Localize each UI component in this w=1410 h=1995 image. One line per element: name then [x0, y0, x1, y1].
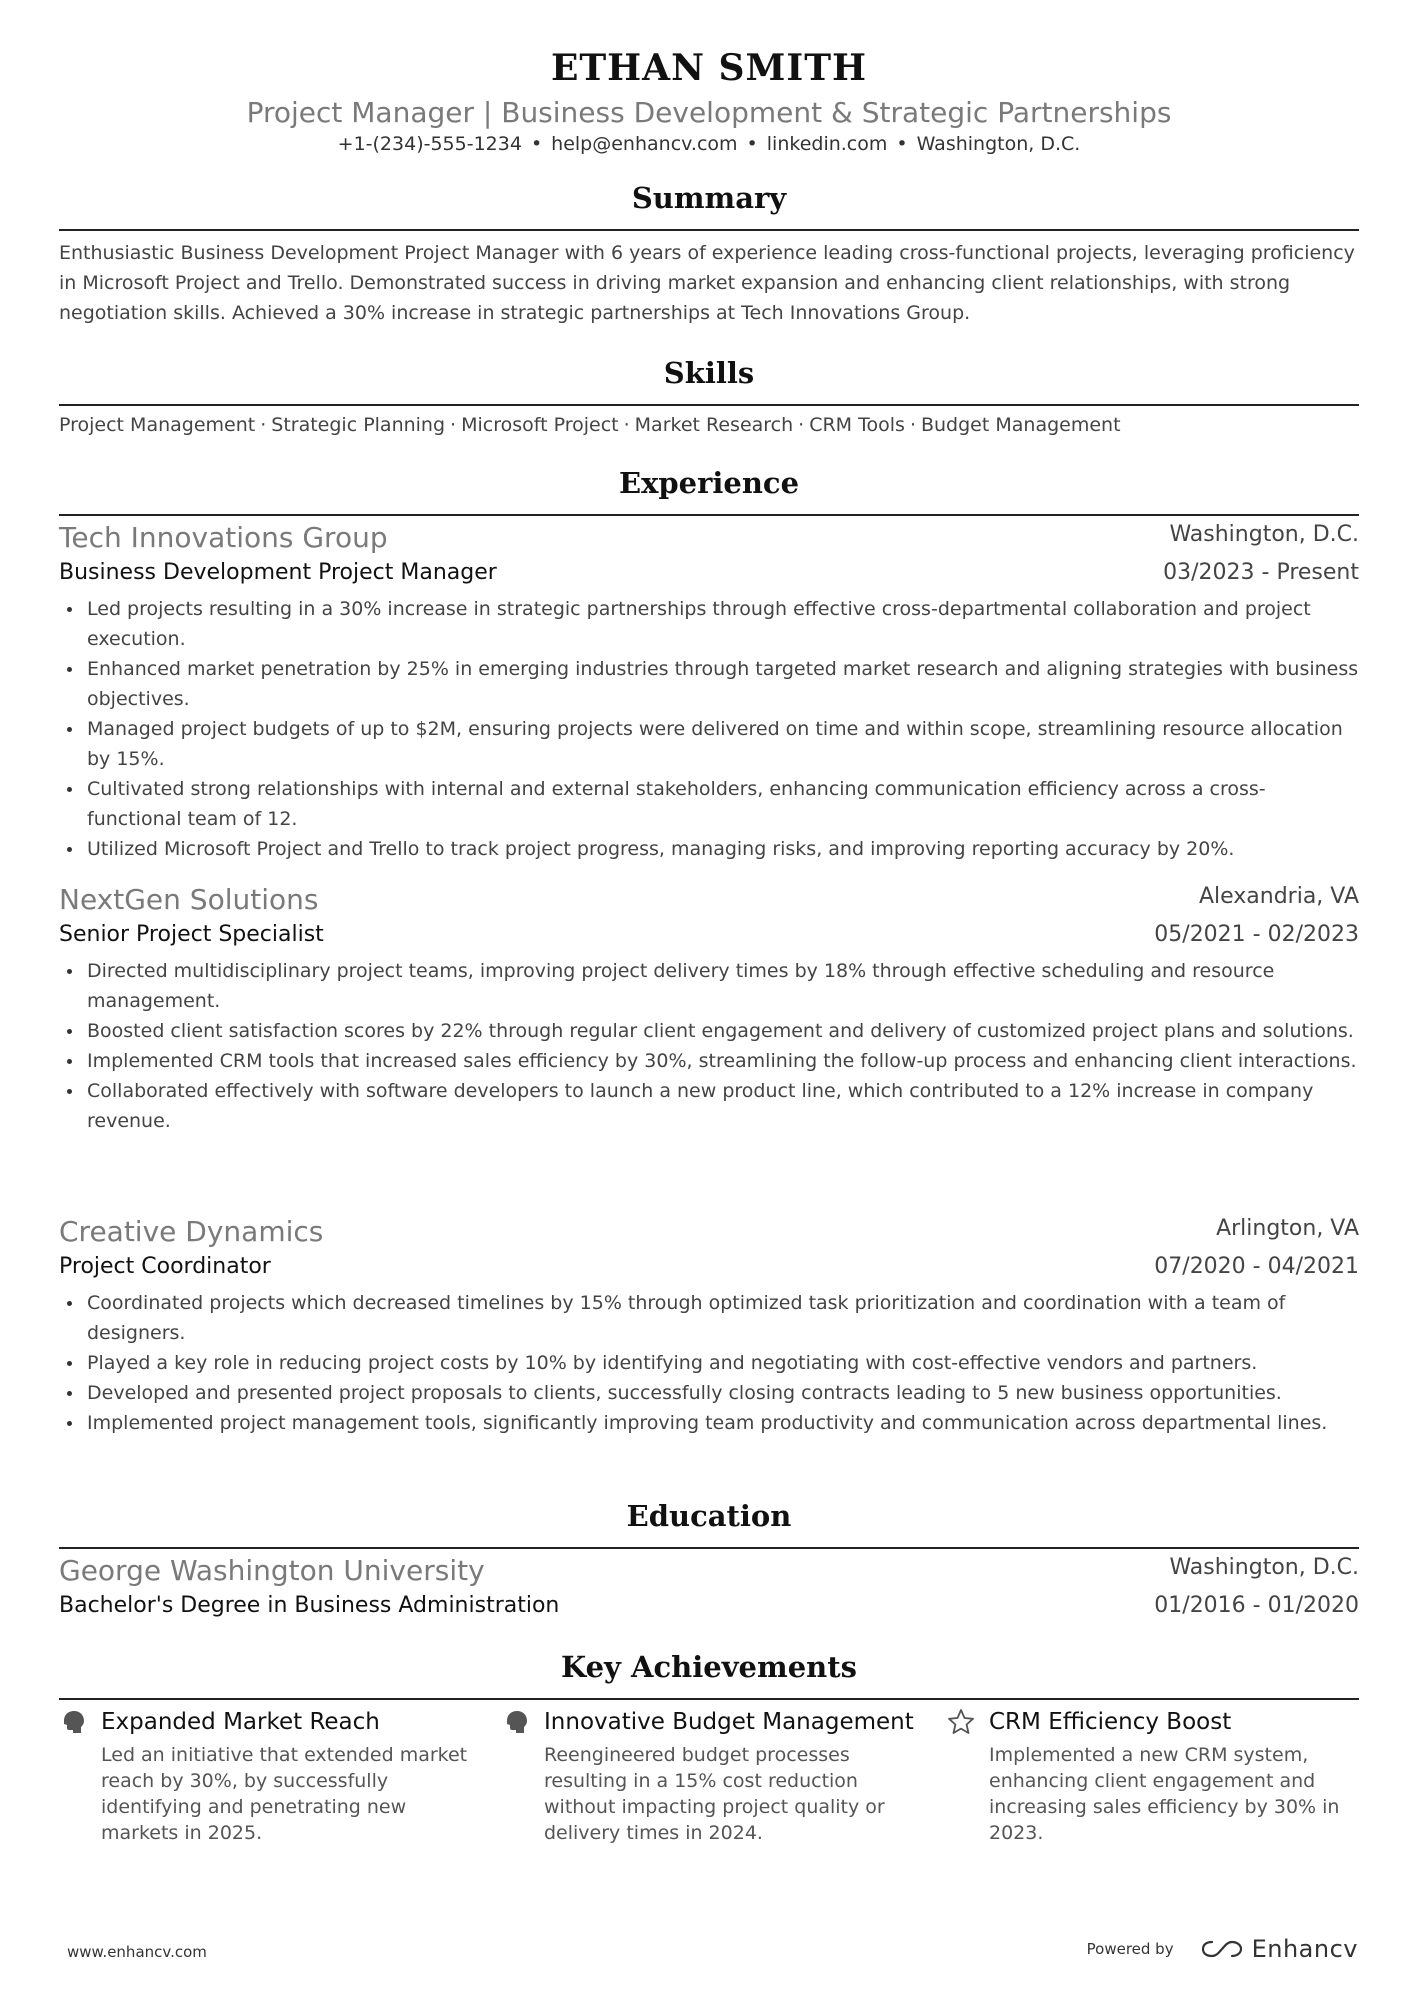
education-rule — [59, 1547, 1359, 1549]
bullet-item: Managed project budgets of up to $2M, ensuring projects were delivered on time and within scope, streamlining resource allocation by 15%. — [59, 714, 1359, 774]
skill-item: Project Management — [59, 414, 256, 436]
bullet-item: Coordinated projects which decreased timelines by 15% through optimized task prioritization and coordination with a team of designers. — [59, 1288, 1359, 1348]
candidate-name: ETHAN SMITH — [550, 47, 868, 89]
phone: +1-(234)-555-1234 — [337, 133, 522, 155]
email-link[interactable]: help@enhancv.com — [551, 133, 738, 155]
skill-item: Strategic Planning — [271, 414, 446, 436]
job-entry — [59, 520, 1359, 864]
job-location: Alexandria, VA — [1198, 884, 1359, 909]
skill-item: Microsoft Project — [461, 414, 619, 436]
bullet-item: Implemented CRM tools that increased sales efficiency by 30%, streamlining the follow-up process and enhancing client interactions. — [59, 1046, 1359, 1076]
contact-separator: • — [746, 133, 758, 155]
job-title: Senior Project Specialist — [59, 922, 324, 947]
skill-item: Market Research — [634, 414, 794, 436]
experience-heading: Experience — [618, 466, 800, 500]
bullet-item: Implemented project management tools, significantly improving team productivity and communication across departmental lines. — [59, 1408, 1359, 1438]
education-heading: Education — [626, 1499, 792, 1533]
contact-line — [59, 133, 1359, 155]
summary-rule — [59, 229, 1359, 231]
achievement-title: Innovative Budget Management — [544, 1709, 914, 1735]
footer-website[interactable]: www.enhancv.com — [67, 1943, 207, 1961]
achievement-item — [59, 1706, 479, 1846]
head-icon — [59, 1708, 87, 1736]
education-dates: 01/2016 - 01/2020 — [1154, 1593, 1359, 1618]
job-bullets — [59, 594, 1359, 864]
contact-separator: • — [896, 133, 908, 155]
linkedin-link[interactable]: linkedin.com — [766, 133, 888, 155]
star-icon — [947, 1708, 975, 1736]
job-location: Arlington, VA — [1216, 1216, 1359, 1241]
headline: Project Manager | Business Development & Strategic Partnerships — [246, 96, 1172, 129]
school-name: George Washington University — [59, 1554, 485, 1587]
skills-list: Project Management · Strategic Planning · Microsoft Project · Market Research · CRM Tools · Budget Management — [59, 414, 1121, 436]
footer-branding — [1087, 1935, 1358, 1963]
achievement-item — [947, 1706, 1367, 1846]
school-location: Washington, D.C. — [1169, 1555, 1359, 1580]
summary-text: Enthusiastic Business Development Project Manager with 6 years of experience leading cross-functional projects, leveraging proficiency in Microsoft Project and Trello. Demonstrated success in driving market expansion and enhancing client relationships, with strong negotiation skills. Achieved a 30% increase in strategic partnerships at Tech Innovations Group. — [59, 242, 1355, 324]
achievement-text: Led an initiative that extended market reach by 30%, by successfully identifying and penetrating new markets in 2025. — [101, 1744, 468, 1844]
job-dates: 03/2023 - Present — [1163, 560, 1359, 585]
education-entry — [59, 1553, 1359, 1623]
company-name: Creative Dynamics — [59, 1215, 324, 1248]
skill-item: Budget Management — [920, 414, 1121, 436]
company-name: NextGen Solutions — [59, 883, 319, 916]
job-title: Project Coordinator — [59, 1254, 271, 1279]
job-title: Business Development Project Manager — [59, 560, 497, 585]
job-bullets — [59, 956, 1359, 1136]
bullet-item: Collaborated effectively with software developers to launch a new product line, which contributed to a 12% increase in company revenue. — [59, 1076, 1359, 1136]
achievement-text: Reengineered budget processes resulting in a 15% cost reduction without impacting project quality or delivery times in 2024. — [544, 1744, 885, 1844]
bullet-item: Led projects resulting in a 30% increase in strategic partnerships through effective cross-departmental collaboration and project execution. — [59, 594, 1359, 654]
job-location: Washington, D.C. — [1169, 522, 1359, 547]
enhancv-brand-name: Enhancv — [1251, 1935, 1358, 1963]
experience-rule — [59, 514, 1359, 516]
achievement-title: Expanded Market Reach — [101, 1709, 380, 1735]
job-dates: 05/2021 - 02/2023 — [1154, 922, 1359, 947]
location: Washington, D.C. — [916, 133, 1081, 155]
achievement-title: CRM Efficiency Boost — [989, 1709, 1232, 1735]
powered-by-label: Powered by — [1086, 1940, 1174, 1958]
bullet-item: Enhanced market penetration by 25% in emerging industries through targeted market research and aligning strategies with business objectives. — [59, 654, 1359, 714]
bullet-item: Developed and presented project proposals to clients, successfully closing contracts leading to 5 new business opportunities. — [59, 1378, 1359, 1408]
bullet-item: Cultivated strong relationships with internal and external stakeholders, enhancing communication efficiency across a cross-functional team of 12. — [59, 774, 1359, 834]
achievements-heading: Key Achievements — [561, 1650, 857, 1684]
job-dates: 07/2020 - 04/2021 — [1154, 1254, 1359, 1279]
degree: Bachelor's Degree in Business Administration — [59, 1593, 560, 1618]
achievement-item — [502, 1706, 922, 1846]
skills-heading: Skills — [663, 356, 755, 390]
bullet-item: Played a key role in reducing project costs by 10% by identifying and negotiating with cost-effective vendors and partners. — [59, 1348, 1359, 1378]
achievement-text: Implemented a new CRM system, enhancing client engagement and increasing sales efficiency by 30% in 2023. — [989, 1744, 1340, 1844]
head-icon — [502, 1708, 530, 1736]
bullet-item: Directed multidisciplinary project teams, improving project delivery times by 18% through effective scheduling and resource management. — [59, 956, 1359, 1016]
job-entry — [59, 882, 1359, 1136]
achievements-rule — [59, 1698, 1359, 1700]
bullet-item: Utilized Microsoft Project and Trello to track project progress, managing risks, and improving reporting accuracy by 20%. — [59, 834, 1359, 864]
contact-separator: • — [530, 133, 543, 155]
company-name: Tech Innovations Group — [59, 521, 388, 554]
job-bullets — [59, 1288, 1359, 1438]
job-entry — [59, 1214, 1359, 1438]
summary-heading: Summary — [631, 181, 787, 215]
enhancv-logo-icon — [1200, 1938, 1244, 1960]
skill-item: CRM Tools — [809, 414, 905, 436]
bullet-item: Boosted client satisfaction scores by 22% through regular client engagement and delivery of customized project plans and solutions. — [59, 1016, 1359, 1046]
skills-rule — [59, 404, 1359, 406]
